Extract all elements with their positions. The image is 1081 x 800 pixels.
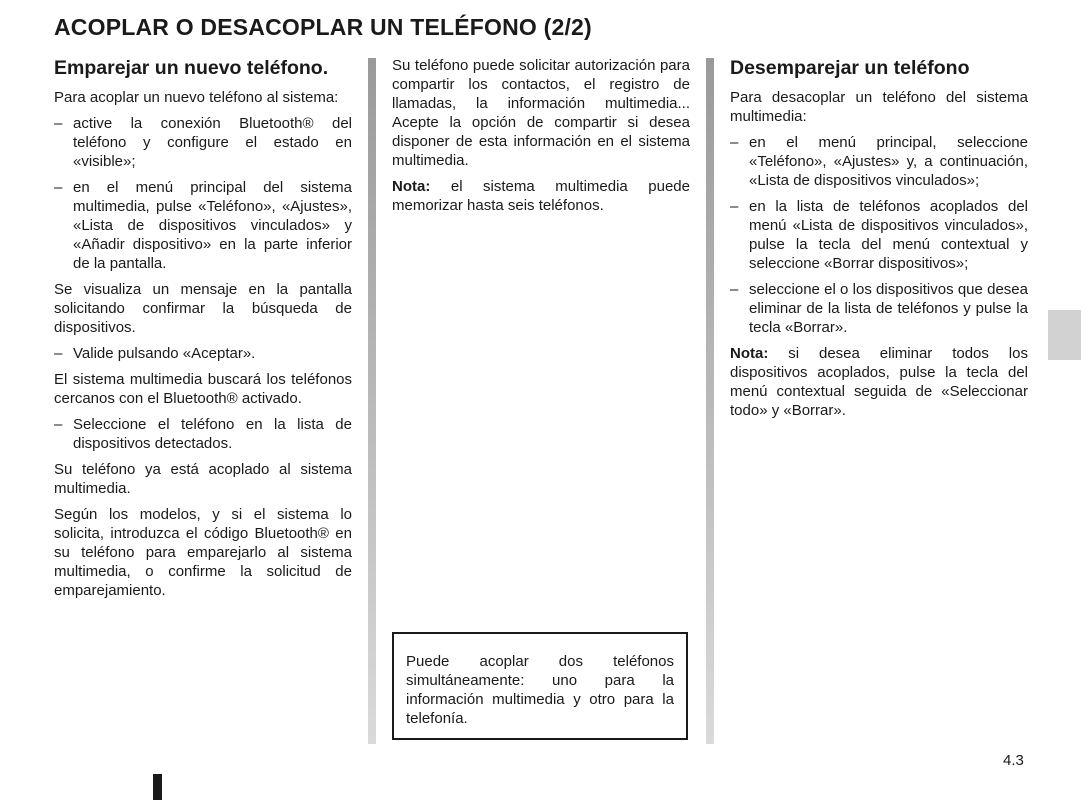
info-box: Puede acoplar dos teléfonos simultáneamente: uno para la información multimedia y otro para la telefonía. xyxy=(392,632,688,740)
dash-marker: – xyxy=(730,198,739,215)
chapter-tab xyxy=(1048,310,1081,360)
note-paragraph xyxy=(730,344,1028,420)
list-item xyxy=(730,280,1028,337)
list-item-text: Seleccione el teléfono en la lista de dispositivos detectados. xyxy=(73,416,352,452)
dash-marker: – xyxy=(54,416,63,433)
middle-column xyxy=(392,56,690,222)
crop-mark xyxy=(153,774,162,800)
list-item-text: en el menú principal del sistema multimedia, pulse «Teléfono», «Ajustes», «Lista de dispositivos vinculados» y «Añadir dispositivo» en la parte inferior de la pantalla. xyxy=(73,179,352,272)
left-column xyxy=(54,56,352,607)
list-item xyxy=(54,114,352,171)
coupled-paragraph: Su teléfono ya está acoplado al sistema multimedia. xyxy=(54,461,352,497)
column-separator xyxy=(368,58,376,744)
note-label: Nota: xyxy=(392,178,431,195)
dash-marker: – xyxy=(54,179,63,196)
list-item-text: seleccione el o los dispositivos que desea eliminar de la lista de teléfonos y pulse la tecla «Borrar». xyxy=(749,281,1028,336)
list-item-text: en el menú principal, seleccione «Teléfono», «Ajustes» y, a continuación, «Lista de dispositivos vinculados»; xyxy=(749,134,1028,189)
note-label: Nota: xyxy=(730,345,769,362)
list-item-text: en la lista de teléfonos acoplados del menú «Lista de dispositivos vinculados», pulse la tecla del menú contextual y seleccione «Borrar dispositivos»; xyxy=(749,198,1028,272)
search-paragraph: El sistema multimedia buscará los teléfonos cercanos con el Bluetooth® activado. xyxy=(54,371,352,407)
dash-marker: – xyxy=(54,345,63,362)
note-text: si desea eliminar todos los dispositivos acoplados, pulse la tecla del menú contextual seguida de «Seleccionar todo» y «Borrar». xyxy=(730,345,1028,419)
right-column xyxy=(730,56,1028,427)
section-heading-unpair: Desemparejar un teléfono xyxy=(730,57,970,79)
list-item-text: Valide pulsando «Aceptar». xyxy=(73,345,256,362)
list-item-text: active la conexión Bluetooth® del teléfono y configure el estado en «visible»; xyxy=(73,115,352,170)
list-item xyxy=(730,133,1028,190)
list-item xyxy=(54,178,352,273)
note-text: el sistema multimedia puede memorizar hasta seis teléfonos. xyxy=(392,178,690,214)
list-item xyxy=(54,415,352,453)
confirm-paragraph: Se visualiza un mensaje en la pantalla solicitando confirmar la búsqueda de dispositivos. xyxy=(54,281,352,336)
dash-marker: – xyxy=(730,134,739,151)
authorization-paragraph: Su teléfono puede solicitar autorización para compartir los contactos, el registro de llamadas, la información multimedia... Acepte la opción de compartir si desea disponer de esta información en el sistema multimedia. xyxy=(392,57,690,169)
column-separator xyxy=(706,58,714,744)
intro-paragraph: Para desacoplar un teléfono del sistema multimedia: xyxy=(730,89,1028,125)
intro-paragraph: Para acoplar un nuevo teléfono al sistema: xyxy=(54,89,339,106)
list-item xyxy=(730,197,1028,273)
note-paragraph xyxy=(392,177,690,215)
list-item xyxy=(54,344,352,363)
page-title: ACOPLAR O DESACOPLAR UN TELÉFONO (2/2) xyxy=(54,14,592,40)
dash-marker: – xyxy=(730,281,739,298)
models-paragraph: Según los modelos, y si el sistema lo solicita, introduzca el código Bluetooth® en su teléfono para emparejarlo al sistema multimedia, o confirme la solicitud de emparejamiento. xyxy=(54,506,352,599)
section-heading-pair: Emparejar un nuevo teléfono. xyxy=(54,57,329,79)
page-number: 4.3 xyxy=(1003,752,1024,769)
dash-marker: – xyxy=(54,115,63,132)
